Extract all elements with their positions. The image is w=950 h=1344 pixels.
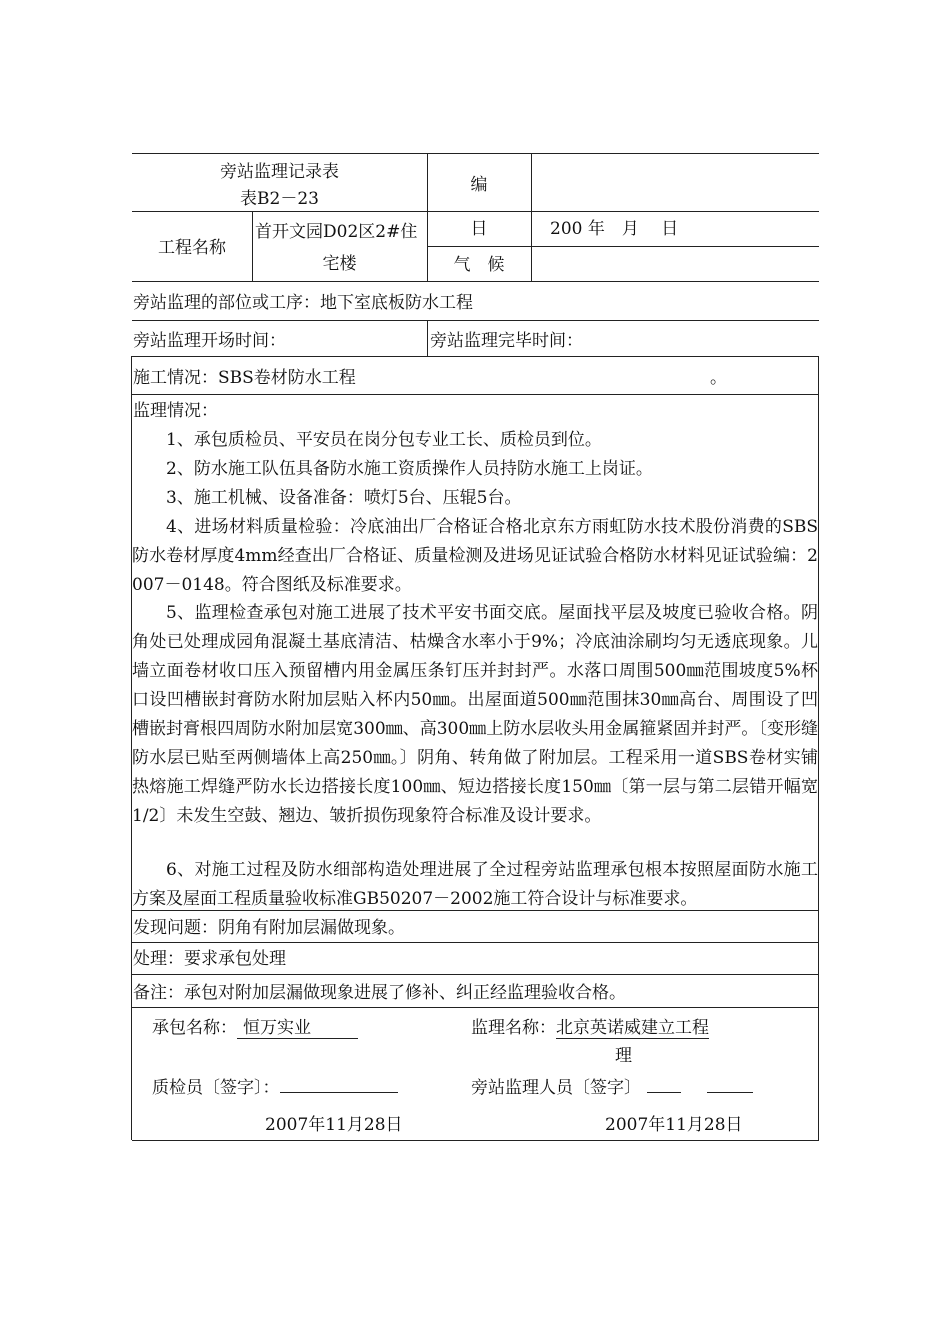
supervisor-label: 监理名称： xyxy=(471,1018,556,1038)
supervision-label: 监理情况： xyxy=(133,401,218,421)
end-time-label: 旁站监理完毕时间： xyxy=(430,331,583,351)
supervision-location: 旁站监理的部位或工序：地下室底板防水工程 xyxy=(133,293,473,313)
right-date: 2007年11月28日 xyxy=(605,1115,743,1135)
supervisor-name xyxy=(471,1018,709,1039)
bian-label: 编 xyxy=(470,175,488,195)
inspector-signature xyxy=(152,1076,398,1098)
row-divider-location xyxy=(132,320,819,321)
inspector-label: 质检员〔签字〕： xyxy=(152,1078,280,1098)
supervisor-signature-line-1 xyxy=(647,1076,681,1093)
supervision-item-4: 4、进场材料质量检验：冷底油出厂合格证合格北京东方雨虹防水技术股份消费的SBS防水卷材厚度4mm经查出厂合格证、质量检测及进场见证试验合格防水材料见证试验编：2007－0148。符合图纸及标准要求。 xyxy=(132,517,818,595)
inspector-signature-line xyxy=(280,1076,398,1093)
supervision-item-6: 6、对施工过程及防水细部构造处理进展了全过程旁站监理承包根本按照屋面防水施工方案及屋面工程质量验收标准GB50207－2002施工符合设计与标准要求。 xyxy=(132,860,818,909)
start-time-label: 旁站监理开场时间： xyxy=(133,331,286,351)
row-divider-remark xyxy=(132,1007,819,1008)
table-top-border xyxy=(132,153,819,154)
supervisor-signature-line-2 xyxy=(707,1076,753,1093)
construction-period: 。 xyxy=(710,368,727,388)
supervision-item-2: 2、防水施工队伍具备防水施工资质操作人员持防水施工上岗证。 xyxy=(166,459,653,479)
table-bottom-border xyxy=(132,1140,819,1141)
date-value: 200 年 月 日 xyxy=(550,219,679,239)
form-number: 表B2－23 xyxy=(240,189,319,209)
project-name-line1: 首开文园D02区2#住 xyxy=(255,222,418,242)
supervisor-name-cont: 理 xyxy=(615,1046,632,1066)
contractor-label: 承包名称： xyxy=(152,1018,237,1038)
supervision-item-3: 3、施工机械、设备准备：喷灯5台、压辊5台。 xyxy=(166,488,522,508)
row-divider-construction xyxy=(132,394,819,395)
row-divider-time xyxy=(132,356,819,357)
supervision-item-5: 5、监理检查承包对施工进展了技术平安书面交底。屋面找平层及坡度已验收合格。阴角处已处理成园角混凝土基底清洁、枯燥含水率小于9%；冷底油涂刷均匀无透底现象。儿墙立面卷材收口压入预留槽内用金属压条钉压并封封严。水落口周围500㎜范围坡度5%杯口设凹槽嵌封膏防水附加层贴入杯内50㎜。出屋面道500㎜范围抹30㎜高台、周围设了凹槽嵌封膏根四周防水附加层宽300㎜、高300㎜上防水层收头用金属箍紧固并封严。〔变形缝防水层已贴至两侧墙体上高250㎜。〕阴角、转角做了附加层。工程采用一道SBS卷材实铺热熔施工焊缝严防水长边搭接长度100㎜、短边搭接长度150㎜〔第一层与第二层错开幅宽1/2〕未发生空鼓、翘边、皱折损伤现象符合标准及设计要求。 xyxy=(132,603,818,826)
problem-found: 发现问题：阴角有附加层漏做现象。 xyxy=(133,918,405,938)
supervisor-name-value: 北京英诺威建立工程 xyxy=(556,1018,709,1038)
project-name-label: 工程名称 xyxy=(158,238,226,258)
row-divider-handling xyxy=(132,974,819,975)
supervisor-person-signature xyxy=(471,1076,753,1098)
date-label: 日 xyxy=(470,219,488,239)
header-divider-date xyxy=(427,246,819,247)
remark: 备注：承包对附加层漏做现象进展了修补、纠正经监理验收合格。 xyxy=(133,983,626,1003)
contractor-name xyxy=(152,1018,358,1039)
row-divider-problem xyxy=(132,942,819,943)
weather-label: 气 候 xyxy=(453,255,505,275)
supervision-item-1: 1、承包质检员、平安员在岗分包专业工长、质检员到位。 xyxy=(166,430,602,450)
body-vline-right xyxy=(818,356,819,1140)
supervisor-person-label: 旁站监理人员〔签字〕 xyxy=(471,1078,641,1098)
contractor-name-value: 恒万实业 xyxy=(237,1018,358,1039)
header-divider-2 xyxy=(132,281,819,282)
project-name-line2: 宅楼 xyxy=(322,254,357,274)
construction-status: 施工情况：SBS卷材防水工程 xyxy=(133,368,356,388)
left-date: 2007年11月28日 xyxy=(265,1115,403,1135)
header-vline-right xyxy=(531,153,532,281)
handling: 处理：要求承包处理 xyxy=(133,949,286,969)
header-divider-1 xyxy=(132,211,819,212)
form-title: 旁站监理记录表 xyxy=(220,162,339,182)
time-vline-mid xyxy=(427,320,428,356)
